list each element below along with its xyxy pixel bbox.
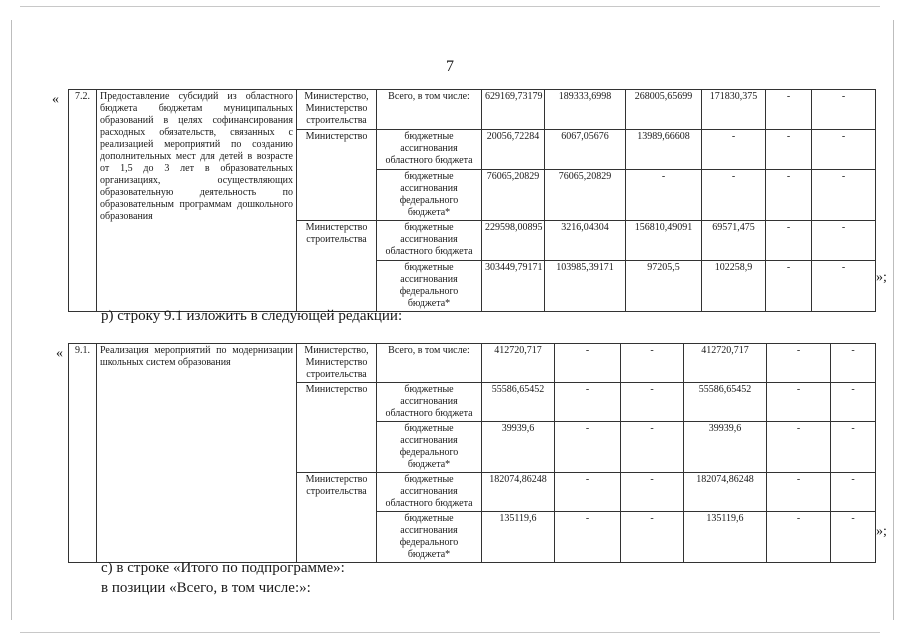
budget-table-9-1 <box>68 343 876 563</box>
value-year-1: 103985,39171 <box>545 261 626 312</box>
quote-open-table2: « <box>56 346 63 361</box>
value-year-2: - <box>621 422 684 473</box>
value-year-4: - <box>766 90 812 130</box>
value-year-3: 412720,717 <box>684 344 767 383</box>
executor-cell: Министерство, Министерство строительства <box>297 90 377 130</box>
value-year-5: - <box>812 221 876 261</box>
value-year-5: - <box>831 512 876 563</box>
value-year-3: 39939,6 <box>684 422 767 473</box>
value-total: 76065,20829 <box>482 170 545 221</box>
value-year-5: - <box>831 473 876 512</box>
source-cell: Всего, в том числе: <box>377 344 482 383</box>
value-year-2: 156810,49091 <box>626 221 702 261</box>
executor-cell: Министерство строительства <box>297 473 377 563</box>
source-cell: бюджетные ассигнования федерального бюджета* <box>377 170 482 221</box>
scan-edge-right <box>893 20 894 620</box>
value-year-1: 189333,6998 <box>545 90 626 130</box>
value-year-3: 69571,475 <box>702 221 766 261</box>
value-year-1: 76065,20829 <box>545 170 626 221</box>
source-cell: бюджетные ассигнования областного бюджета <box>377 473 482 512</box>
executor-cell: Министерство <box>297 383 377 473</box>
value-year-3: 182074,86248 <box>684 473 767 512</box>
value-year-2: - <box>621 473 684 512</box>
paragraph-s-line2: в позиции «Всего, в том числе:»: <box>101 580 311 596</box>
value-total: 55586,65452 <box>482 383 555 422</box>
value-year-2: 268005,65699 <box>626 90 702 130</box>
value-year-1: - <box>555 422 621 473</box>
value-year-3: 55586,65452 <box>684 383 767 422</box>
value-year-2: - <box>621 383 684 422</box>
table-row <box>69 344 876 383</box>
value-total: 20056,72284 <box>482 130 545 170</box>
value-year-1: - <box>555 473 621 512</box>
value-total: 39939,6 <box>482 422 555 473</box>
quote-close-table2: »; <box>876 524 887 539</box>
scan-edge-top <box>20 6 880 7</box>
value-year-5: - <box>831 422 876 473</box>
paragraph-r: р) строку 9.1 изложить в следующей редакции: <box>101 308 403 324</box>
value-year-4: - <box>767 422 831 473</box>
value-year-3: 102258,9 <box>702 261 766 312</box>
source-cell: бюджетные ассигнования федерального бюджета* <box>377 261 482 312</box>
row-number: 9.1. <box>69 344 97 563</box>
value-total: 182074,86248 <box>482 473 555 512</box>
value-year-4: - <box>767 473 831 512</box>
value-year-1: - <box>555 383 621 422</box>
value-year-3: 135119,6 <box>684 512 767 563</box>
value-total: 412720,717 <box>482 344 555 383</box>
quote-open-table1: « <box>52 92 59 107</box>
value-year-5: - <box>831 383 876 422</box>
value-year-2: - <box>626 170 702 221</box>
source-cell: бюджетные ассигнования областного бюджета <box>377 221 482 261</box>
executor-cell: Министерство <box>297 130 377 221</box>
value-year-1: 3216,04304 <box>545 221 626 261</box>
executor-cell: Министерство строительства <box>297 221 377 312</box>
source-cell: Всего, в том числе: <box>377 90 482 130</box>
value-year-2: 97205,5 <box>626 261 702 312</box>
paragraph-s-line1: с) в строке «Итого по подпрограмме»: <box>101 560 345 576</box>
value-year-4: - <box>766 221 812 261</box>
value-year-4: - <box>767 512 831 563</box>
scan-edge-bottom <box>20 632 880 633</box>
row-number: 7.2. <box>69 90 97 312</box>
value-year-5: - <box>812 130 876 170</box>
activity-description: Предоставление субсидий из областного бюджета бюджетам муниципальных образований в целях софинансирования расходных обязательств, связанных с реализацией мероприятий по созданию дополнительных мест для детей в возрасте от 1,5 до 3 лет в образовательных организациях, осуществляющих образовательную деятельность по образовательным программам дошкольного образования <box>97 90 297 312</box>
executor-cell: Министерство, Министерство строительства <box>297 344 377 383</box>
value-year-5: - <box>812 90 876 130</box>
value-year-4: - <box>766 130 812 170</box>
value-year-2: 13989,66608 <box>626 130 702 170</box>
page-number: 7 <box>446 58 454 75</box>
value-year-3: - <box>702 170 766 221</box>
source-cell: бюджетные ассигнования областного бюджета <box>377 130 482 170</box>
value-year-2: - <box>621 344 684 383</box>
value-total: 229598,00895 <box>482 221 545 261</box>
value-year-4: - <box>767 344 831 383</box>
value-year-5: - <box>831 344 876 383</box>
value-year-3: 171830,375 <box>702 90 766 130</box>
budget-table-7-2 <box>68 89 876 312</box>
quote-close-table1: »; <box>876 270 887 285</box>
activity-description: Реализация мероприятий по модернизации школьных систем образования <box>97 344 297 563</box>
source-cell: бюджетные ассигнования федерального бюджета* <box>377 512 482 563</box>
value-year-1: - <box>555 512 621 563</box>
value-year-5: - <box>812 170 876 221</box>
value-total: 303449,79171 <box>482 261 545 312</box>
value-year-4: - <box>767 383 831 422</box>
source-cell: бюджетные ассигнования федерального бюджета* <box>377 422 482 473</box>
value-year-5: - <box>812 261 876 312</box>
value-year-3: - <box>702 130 766 170</box>
value-year-4: - <box>766 170 812 221</box>
source-cell: бюджетные ассигнования областного бюджета <box>377 383 482 422</box>
value-year-1: 6067,05676 <box>545 130 626 170</box>
scan-edge-left <box>11 20 12 620</box>
value-total: 629169,73179 <box>482 90 545 130</box>
value-year-2: - <box>621 512 684 563</box>
value-total: 135119,6 <box>482 512 555 563</box>
table-row <box>69 90 876 130</box>
value-year-1: - <box>555 344 621 383</box>
value-year-4: - <box>766 261 812 312</box>
